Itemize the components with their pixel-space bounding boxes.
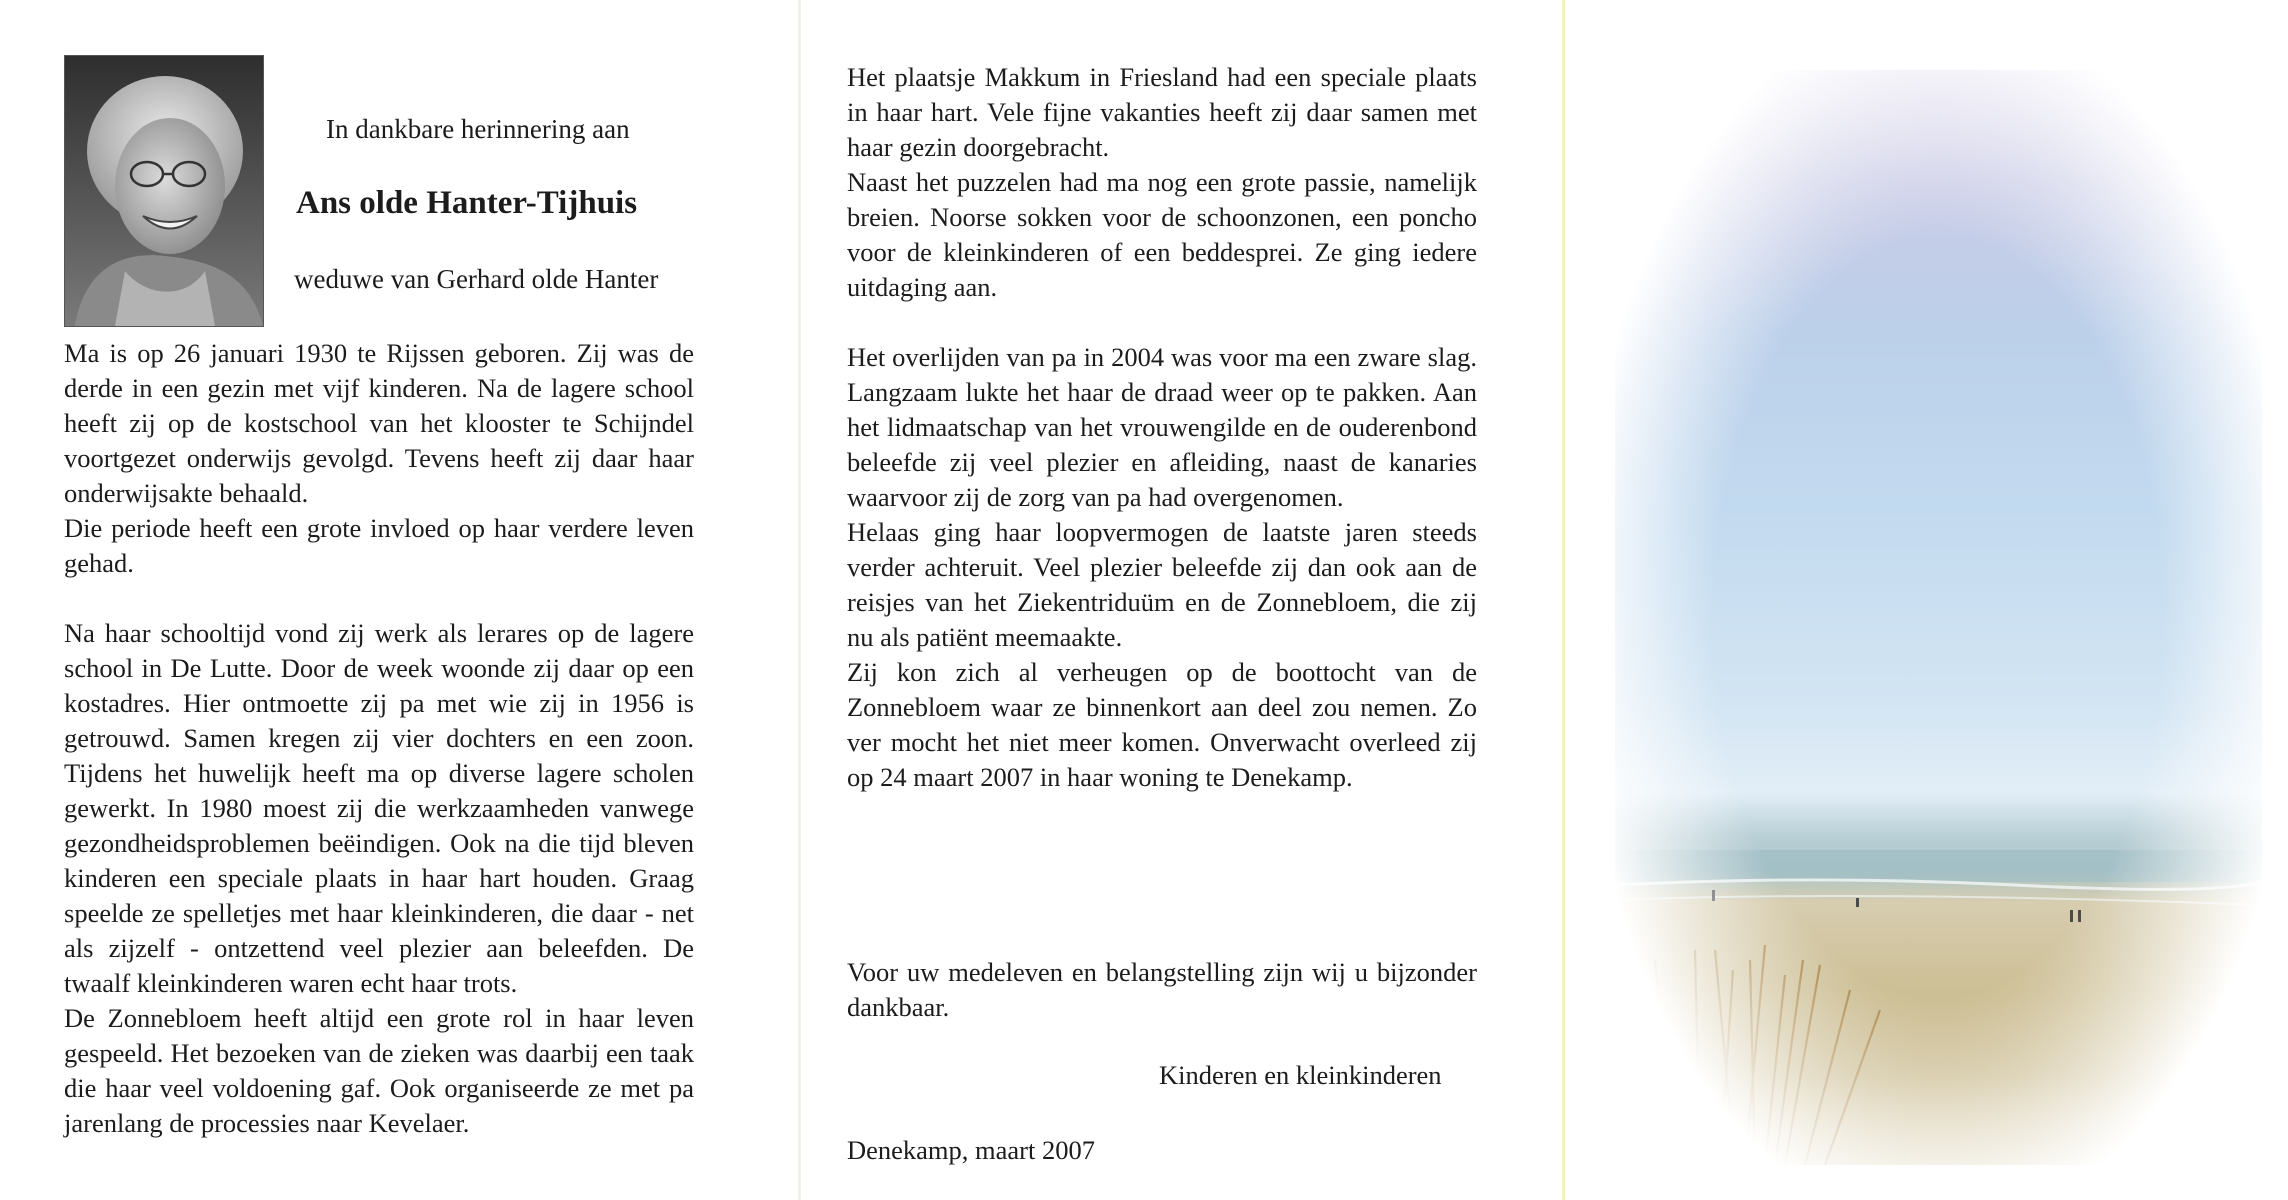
paragraph: Naast het puzzelen had ma nog een grote passie, namelijk breien. Noorse sokken voor de schoonzonen, een poncho voor de kleinkinderen of een beddesprei. Ze ging iedere uitdaging aan. (847, 167, 1477, 302)
fold-line (1562, 0, 1565, 1200)
paragraph: Ma is op 26 januari 1930 te Rijssen geboren. Zij was de derde in een gezin met vijf kinderen. Na de lagere school heeft zij op de kostschool van het klooster te Schijndel voortgezet onderwijs gevolgd. Tevens heeft zij daar haar onderwijsakte behaald. (64, 338, 694, 508)
paragraph: Zij kon zich al verheugen op de boottocht van de Zonnebloem waar ze binnenkort aan deel zou nemen. Zo ver mocht het niet meer komen. Onverwacht overleed zij op 24 maart 2007 in haar woning te Denekamp. (847, 657, 1477, 792)
memorial-intro: In dankbare herinnering aan (326, 114, 630, 144)
right-column-text (847, 60, 1477, 795)
paragraph: Het overlijden van pa in 2004 was voor ma een zware slag. Langzaam lukte het haar de draad weer op te pakken. Aan het lidmaatschap van het vrouwengilde en de ouderenbond beleefde zij veel plezier en afleiding, naast de kanaries waarvoor zij de zorg van pa had overgenomen. (847, 342, 1477, 512)
paragraph: Die periode heeft een grote invloed op haar verdere leven gehad. (64, 513, 694, 578)
paragraph: De Zonnebloem heeft altijd een grote rol in haar leven gespeeld. Het bezoeken van de zieken was daarbij een taak die haar veel voldoening gaf. Ook organiseerde ze met pa jarenlang de processies naar Kevelaer. (64, 1003, 694, 1138)
paragraph: Na haar schooltijd vond zij werk als lerares op de lagere school in De Lutte. Door de week woonde zij daar op een kostadres. Hier ontmoette zij pa met wie zij in 1956 is getrouwd. Samen kregen zij vier dochters en een zoon. Tijdens het huwelijk heeft ma op diverse lagere scholen gewerkt. In 1980 moest zij die werkzaamheden vanwege gezondheidsproblemen beëindigen. Ook na die tijd bleven kinderen een speciale plaats in haar hart houden. Graag speelde ze spelletjes met haar kleinkinderen, die daar - net als zijzelf - ontzettend veel plezier aan beleefden. De twaalf kleinkinderen waren echt haar trots. (64, 618, 694, 998)
widow-of: weduwe van Gerhard olde Hanter (294, 264, 659, 294)
thanks-text (847, 955, 1477, 1025)
deceased-name: Ans olde Hanter-Tijhuis (296, 185, 638, 221)
signature: Kinderen en kleinkinderen (1159, 1060, 1442, 1090)
paragraph: Voor uw medeleven en belangstelling zijn wij u bijzonder dankbaar. (847, 957, 1477, 1022)
place-date: Denekamp, maart 2007 (847, 1135, 1095, 1165)
beach-picture (1615, 70, 2262, 1165)
paragraph: Helaas ging haar loopvermogen de laatste jaren steeds verder achteruit. Veel plezier beleefde zij dan ook aan de reisjes van het Ziekentriduüm en de Zonnebloem, die zij nu als patiënt meemaakte. (847, 517, 1477, 652)
paragraph: Het plaatsje Makkum in Friesland had een speciale plaats in haar hart. Vele fijne vakanties heeft zij daar samen met haar gezin doorgebracht. (847, 62, 1477, 162)
portrait-photo (64, 55, 264, 327)
fold-line (798, 0, 801, 1200)
left-column-text (64, 336, 694, 1141)
